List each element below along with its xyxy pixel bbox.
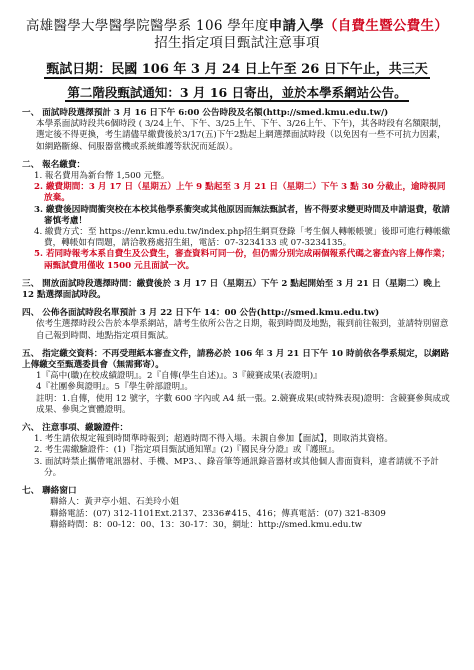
section-2-item-3: 3. 繳費後因時間衝突校在本校其他學系衝突或其他原因而無法甄試者，皆不得要求變更時間及申請退費，敬請審慎考慮！ xyxy=(34,204,450,226)
section-6-item-3: 3. 面試時禁止攜帶電訊器材、手機、MP3、、錄音筆等通訊錄音器材或其他個人書面資料，違者請就不予計分。 xyxy=(34,456,439,478)
section-5 xyxy=(22,349,452,416)
document-title xyxy=(22,18,452,52)
notice-banner xyxy=(22,83,452,101)
exam-date-text: 甄試日期：民國 106 年 3 月 24 日上午至 26 日下午止，共三天 xyxy=(46,62,428,77)
section-2-item-1: 1. 報名費用為新台幣 1,500 元整。 xyxy=(34,171,170,182)
section-7 xyxy=(22,486,452,532)
section-6-heading: 六、 注意事項、繳驗證件： xyxy=(22,423,129,434)
title-student-type: （自費生暨公費生） xyxy=(323,18,449,34)
contact-person: 聯絡人：黃尹亭小姐、石美玲小姐 xyxy=(50,497,179,508)
section-4-heading: 四、 公佈各面試時段名單預計 3 月 22 日下午 14：00 公告(http://smed.kmu.edu.tw) xyxy=(22,308,380,319)
section-6 xyxy=(22,423,452,479)
section-3 xyxy=(22,279,452,301)
section-5-heading: 五、 指定繳交資料：不再受理紙本審查文件，請務必於 106 年 3 月 21 日下午 10 時前依各學系規定，以網路上傳繳交至甄選委員會（無需郵寄）。 xyxy=(22,348,450,371)
title-admission: 申請入學 xyxy=(268,18,324,34)
section-5-item-3: 註明：1.自傳，使用 12 號字，字數 600 字內或 A4 紙一張。2.競賽成果(或特殊表現)證明：含競賽參與成或成果、參與之實體證明。 xyxy=(36,393,450,415)
section-6-item-1: 1. 考生請依規定報到時間準時報到；超過時間不得入場。未親自參加【面試】，則取消其資格。 xyxy=(34,434,393,445)
title-line-2: 招生指定項目甄試注意事項 xyxy=(154,35,320,51)
notice-text: 第二階段甄試通知：3 月 16 日寄出，並於本學系網站公告。 xyxy=(67,85,407,100)
section-2 xyxy=(22,160,452,272)
section-1-body: 本學系面試時段共6個時段 ( 3/24上午、下午、3/25上午、下午、3/26上午、下午)，其各時段有名額限制，選定後不得更換，考生請儘早繳費後於3/17(五)下午2點起上網選擇面試時段（以免因有一些不可抗力因素，如網路斷線、伺服器當機或系統維護等狀況而延誤）。 xyxy=(36,119,447,152)
title-line-1 xyxy=(22,18,452,35)
section-1 xyxy=(22,108,452,153)
section-2-item-2: 2. 繳費期間：3 月 17 日（星期五）上午 9 點起至 3 月 21 日（星期二）下午 3 點 30 分截止，逾時視同放棄。 xyxy=(34,182,446,204)
contact-hours: 聯絡時間：8：00-12：00、13：30-17：30，網址：http://smed.kmu.edu.tw xyxy=(50,520,362,531)
title-prefix: 高雄醫學大學醫學院醫學系 106 學年度 xyxy=(25,18,269,34)
section-3-heading: 三、 開放面試時段選擇時間：繳費後於 3 月 17 日（星期五）下午 2 點起開始至 3 月 21 日（星期二）晚上 12 點選擇面試時段。 xyxy=(22,278,441,301)
section-7-heading: 七、 聯絡窗口 xyxy=(22,486,77,497)
section-4 xyxy=(22,308,452,342)
section-5-item-2: 4『社團參與證明』。5『學生幹部證明』。 xyxy=(36,382,194,393)
exam-date-banner xyxy=(22,58,452,77)
contact-phone: 聯絡電話：(07) 312-1101Ext.2137、2336#415、416；傳真電話：(07) 321-8309 xyxy=(50,508,386,519)
section-6-item-2: 2. 考生需繳驗證件：(1)『指定項目甄試通知單』(2)『國民身分證』或『護照』。 xyxy=(34,445,340,456)
section-2-item-4: 4. 繳費方式：至 https://enr.kmu.edu.tw/index.php招生網頁登錄「考生個人轉帳帳號」後即可進行轉帳繳費，轉帳如有問題，請洽教務處招生組，電話：07-3234133 或 07-3234135。 xyxy=(34,227,451,249)
section-5-item-1: 1『高中(職)在校成績證明』。2『自傳(學生自述)』。3『競賽成果(表證明)』 xyxy=(36,371,322,382)
section-2-item-5: 5. 若同時報考本系自費生及公費生，審查資料可同一份，但仍需分別完成兩個報系代碼之審查內容上傳作業；兩甄試費用僅收 1500 元且面試一次。 xyxy=(34,249,450,271)
section-1-heading: 一、 面試時段選擇預計 3 月 16 日下午 6:00 公告時段及名額(http://smed.kmu.edu.tw/) xyxy=(22,108,389,118)
section-4-body: 依考生選擇時段公告於本學系網站，請考生依所公告之日期，報到時間及地點，報到前往報到，並請特別留意自己報到時間、地點指定項目甄試。 xyxy=(36,319,449,341)
section-2-heading: 二、 報名繳費： xyxy=(22,159,86,170)
